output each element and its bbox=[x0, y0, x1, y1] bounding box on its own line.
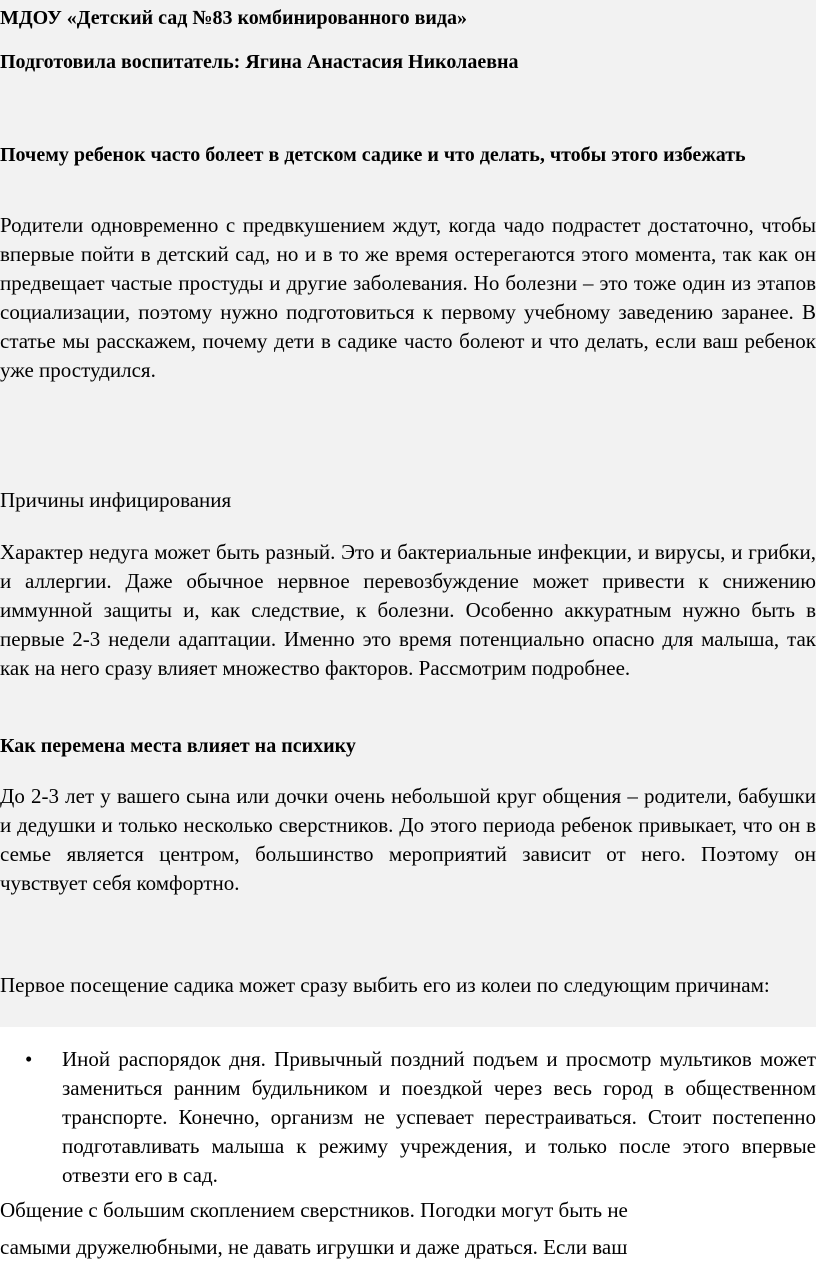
intro-paragraph: Родители одновременно с предвкушением ждут, когда чадо подрастет достаточно, чтобы впервые пойти в детский сад, но и в то же время остерегаются этого момента, так как он предвещает частые простуды и другие заболевания. Но болезни – это тоже один из этапов социализации, поэтому нужно подготовиться к первому учебному заведению заранее. В статье мы расскажем, почему дети в садике часто болеют и что делать, если ваш ребенок уже простудился. bbox=[0, 213, 816, 382]
bullet-item-schedule: Иной распорядок дня. Привычный поздний подъем и просмотр мультиков может замениться ранним будильником и поездкой через весь город в общественном транспорте. Конечно, организм не успевает перестраиваться. Стоит постепенно подготавливать малыша к режиму учреждения, и только после этого впервые отвезти его в сад. bbox=[62, 1047, 816, 1187]
section-heading-psyche: Как перемена места влияет на психику bbox=[0, 735, 356, 757]
article-title: Почему ребенок часто болеет в детском садике и что делать, чтобы этого избежать bbox=[0, 144, 746, 166]
section-heading-causes: Причины инфицирования bbox=[0, 488, 232, 512]
causes-paragraph: Характер недуга может быть разный. Это и бактериальные инфекции, и вирусы, и грибки, и аллергии. Даже обычное нервное перевозбуждение может привести к снижению иммунной защиты и, как следствие, к болезни. Особенно аккуратным нужно быть в первые 2-3 недели адаптации. Именно это время потенциально опасно для малыша, так как на него сразу влияет множество факторов. Рассмотрим подробнее. bbox=[0, 540, 816, 680]
tail-line-2: самыми дружелюбными, не давать игрушки и даже драться. Если ваш bbox=[0, 1235, 628, 1259]
psyche-lead-paragraph: Первое посещение садика может сразу выбить его из колеи по следующим причинам: bbox=[0, 973, 770, 997]
tail-line-1: Общение с большим скоплением сверстников. Погодки могут быть не bbox=[0, 1198, 628, 1222]
psyche-paragraph: До 2-3 лет у вашего сына или дочки очень небольшой круг общения – родители, бабушки и дедушки и только несколько сверстников. До этого периода ребенок привыкает, что он в семье является центром, большинство мероприятий зависит от него. Поэтому он чувствует себя комфортно. bbox=[0, 784, 816, 895]
author-line: Подготовила воспитатель: Ягина Анастасия Николаевна bbox=[0, 51, 519, 73]
org-name: МДОУ «Детский сад №83 комбинированного вида» bbox=[0, 7, 468, 29]
bullet-marker: • bbox=[25, 1047, 33, 1071]
